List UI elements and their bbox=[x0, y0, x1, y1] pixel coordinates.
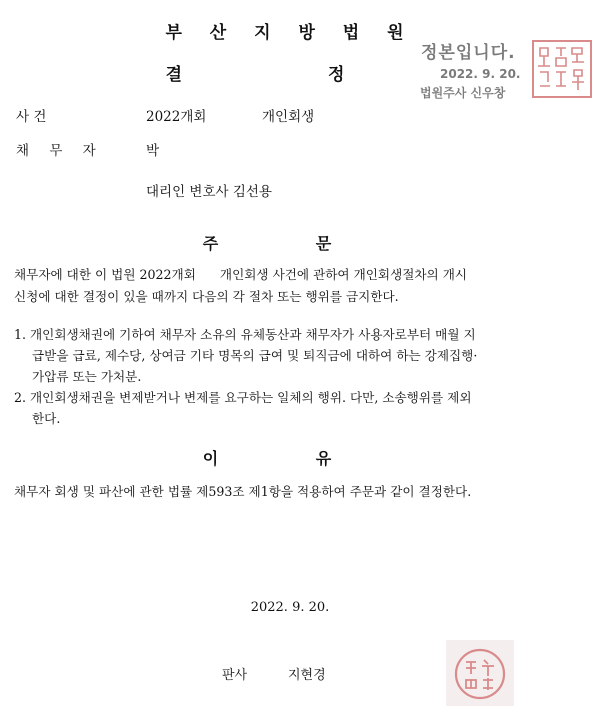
judge-name: 지현경 bbox=[288, 668, 326, 683]
clerk-seal-stamp bbox=[532, 40, 592, 98]
certification-date: 2022. 9. 20. bbox=[440, 67, 521, 81]
case-label: 사 건 bbox=[16, 109, 47, 125]
order-item-1-line3: 가압류 또는 가처분. bbox=[32, 369, 142, 384]
certification-clerk: 법원주사 신우창 bbox=[420, 86, 506, 100]
document-title: 결 정 bbox=[165, 65, 415, 85]
order-item-1-line2: 급받을 급료, 제수당, 상여금 기타 명목의 급여 및 퇴직금에 대하여 하는 강제집행· bbox=[32, 348, 478, 363]
case-type: 개인회생 bbox=[262, 109, 315, 125]
debtor-name: 박 bbox=[146, 143, 160, 159]
case-number: 2022개회 bbox=[146, 109, 207, 125]
order-item-2-line1: 2. 개인회생채권을 변제받거나 변제를 요구하는 일체의 행위. 다만, 소송행위를 제외 bbox=[14, 390, 472, 405]
certification-title: 정본입니다. bbox=[421, 43, 516, 63]
signature-date: 2022. 9. 20. bbox=[250, 600, 330, 615]
debtor-agent: 대리인 변호사 김선용 bbox=[146, 184, 272, 200]
judge-seal-icon bbox=[446, 640, 514, 706]
order-item-2-line2: 한다. bbox=[32, 411, 61, 426]
court-name: 부 산 지 방 법 원 bbox=[165, 23, 415, 43]
judge-seal-stamp bbox=[446, 640, 514, 706]
clerk-seal-icon bbox=[534, 42, 590, 96]
reason-text: 채무자 회생 및 파산에 관한 법률 제593조 제1항을 적용하여 주문과 같이 결정한다. bbox=[14, 484, 472, 499]
order-intro-line1: 채무자에 대한 이 법원 2022개회 개인회생 사건에 관하여 개인회생절차의 개시 bbox=[14, 267, 468, 282]
order-item-1-line1: 1. 개인회생채권에 기하여 채무자 소유의 유체동산과 채무자가 사용자로부터 매월 지 bbox=[14, 327, 476, 342]
order-heading: 주 문 bbox=[202, 234, 378, 253]
judge-label: 판사 bbox=[222, 668, 248, 683]
reason-heading: 이 유 bbox=[202, 449, 378, 468]
order-intro-line2: 신청에 대한 결정이 있을 때까지 다음의 각 절차 또는 행위를 금지한다. bbox=[14, 289, 399, 304]
debtor-label: 채 무 자 bbox=[16, 143, 104, 159]
